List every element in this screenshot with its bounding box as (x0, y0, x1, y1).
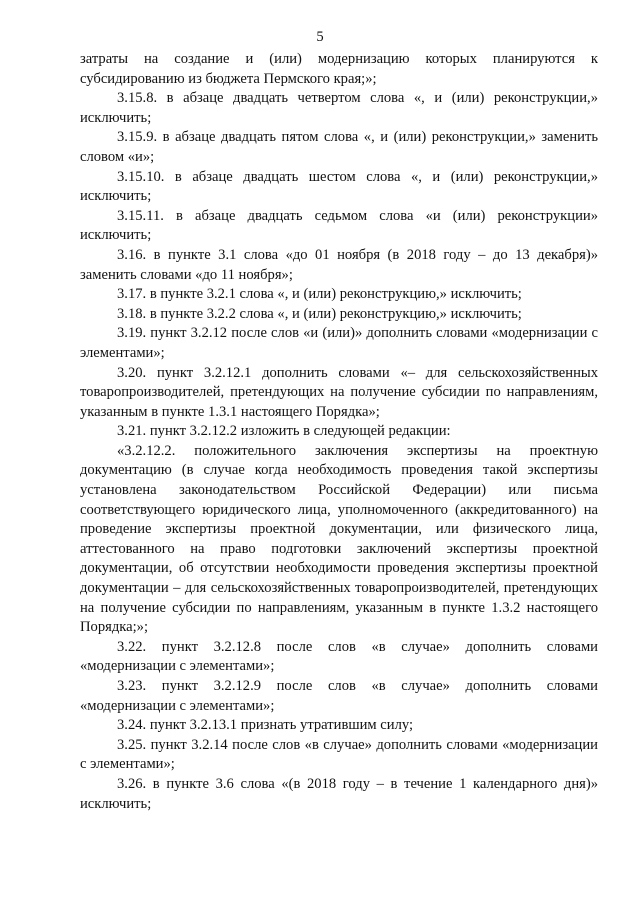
paragraph: 3.25. пункт 3.2.14 после слов «в случае» дополнить словами «модернизации с элементами»; (80, 736, 598, 773)
paragraph: 3.19. пункт 3.2.12 после слов «и (или)» дополнить словами «модернизации с элементами»; (80, 325, 598, 361)
document-body (80, 50, 598, 814)
paragraph: 3.21. пункт 3.2.12.2 изложить в следующей редакции: (117, 423, 451, 440)
paragraph: 3.16. в пункте 3.1 слова «до 01 ноября (в 2018 году – до 13 декабря)» заменить словами «до 11 ноября»; (80, 246, 598, 283)
paragraph: 3.22. пункт 3.2.12.8 после слов «в случае» дополнить словами «модернизации с элементами»; (80, 638, 598, 675)
paragraph: «3.2.12.2. положительного заключения экспертизы на проектную документацию (в случае когда необходимость проведения такой экспертизы установлена законодательством Российской Федерации) или письма соответствующего юридического лица, уполномоченного (аккредитованного) на проведение экспертизы проектной документации, или физического лица, аттестованного на право подготовки заключений экспертизы проектной документации, об отсутствии необходимости проведения экспертизы проектной документации – для сельскохозяйственных товаропроизводителей, претендующих на получение субсидии по направлениям, указанным в пункте 1.3.2 настоящего Порядка;»; (80, 442, 598, 636)
paragraph: 3.23. пункт 3.2.12.9 после слов «в случае» дополнить словами «модернизации с элементами»; (80, 678, 598, 714)
paragraph: 3.26. в пункте 3.6 слова «(в 2018 году – в течение 1 календарного дня)» исключить; (80, 775, 598, 812)
paragraph: 3.15.11. в абзаце двадцать седьмом слова «и (или) реконструкции» исключить; (80, 207, 598, 244)
paragraph: затраты на создание и (или) модернизацию которых планируются к субсидированию из бюджета Пермского края;»; (80, 51, 598, 87)
paragraph: 3.24. пункт 3.2.13.1 признать утратившим силу; (117, 717, 414, 734)
paragraph: 3.20. пункт 3.2.12.1 дополнить словами «– для сельскохозяйственных товаропроизводителей, претендующих на получение субсидии по направлениям, указанным в пункте 1.3.1 настоящего Порядка»; (80, 364, 598, 420)
paragraph: 3.15.9. в абзаце двадцать пятом слова «, и (или) реконструкции,» заменить словом «и»; (80, 129, 598, 165)
paragraph: 3.15.10. в абзаце двадцать шестом слова «, и (или) реконструкции,» исключить; (80, 168, 598, 205)
paragraph: 3.17. в пункте 3.2.1 слова «, и (или) реконструкцию,» исключить; (117, 286, 522, 303)
page-number: 5 (316, 29, 324, 45)
paragraph: 3.15.8. в абзаце двадцать четвертом слова «, и (или) реконструкции,» исключить; (80, 90, 598, 126)
paragraph: 3.18. в пункте 3.2.2 слова «, и (или) реконструкцию,» исключить; (117, 305, 522, 322)
